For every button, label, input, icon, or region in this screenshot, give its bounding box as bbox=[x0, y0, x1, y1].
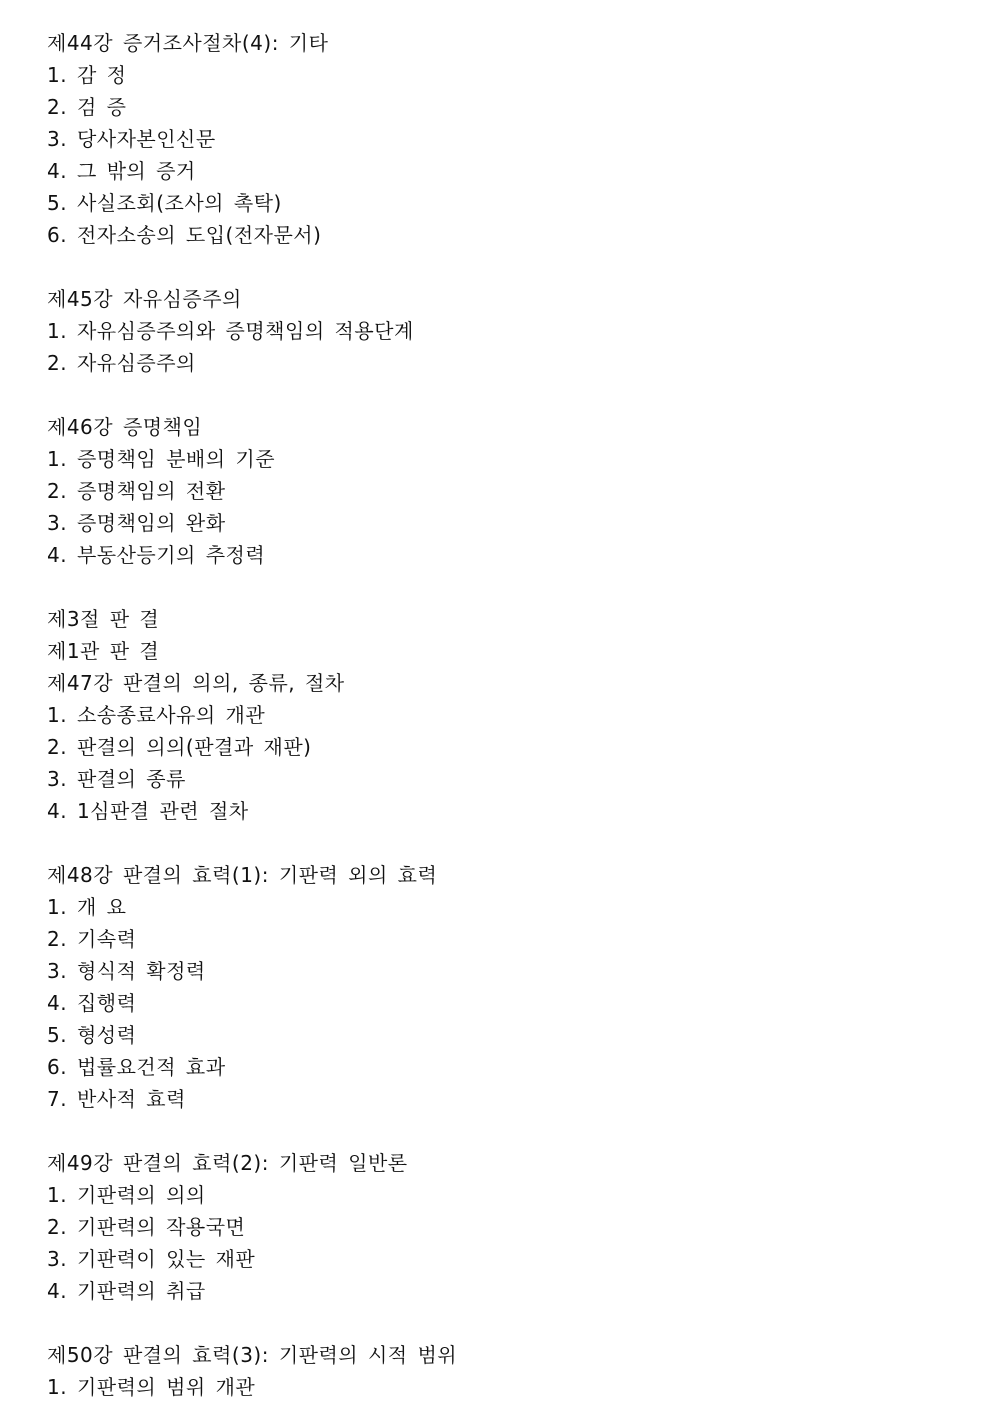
blank-line bbox=[47, 827, 972, 859]
section-heading: 제46강 증명책임 bbox=[47, 415, 203, 439]
list-item: 3. 형식적 확정력 bbox=[47, 959, 206, 983]
list-item: 5. 형성력 bbox=[47, 1023, 137, 1047]
blank-line bbox=[47, 379, 972, 411]
list-item: 2. 자유심증주의 bbox=[47, 351, 196, 375]
blank-line bbox=[47, 1115, 972, 1147]
list-item: 3. 당사자본인신문 bbox=[47, 127, 216, 151]
section-heading: 제44강 증거조사절차(4): 기타 bbox=[47, 31, 329, 55]
list-item: 1. 감 정 bbox=[47, 63, 127, 87]
list-item: 1. 소송종료사유의 개관 bbox=[47, 703, 266, 727]
list-item: 5. 사실조회(조사의 촉탁) bbox=[47, 191, 282, 215]
list-item: 2. 기속력 bbox=[47, 927, 137, 951]
section-heading: 제49강 판결의 효력(2): 기판력 일반론 bbox=[47, 1151, 408, 1175]
section-heading: 제1관 판 결 bbox=[47, 639, 160, 663]
list-item: 7. 반사적 효력 bbox=[47, 1087, 186, 1111]
list-item: 3. 증명책임의 완화 bbox=[47, 511, 226, 535]
list-item: 6. 법률요건적 효과 bbox=[47, 1055, 226, 1079]
list-item: 1. 증명책임 분배의 기준 bbox=[47, 447, 276, 471]
list-item: 4. 기판력의 취급 bbox=[47, 1279, 206, 1303]
section-heading: 제48강 판결의 효력(1): 기판력 외의 효력 bbox=[47, 863, 438, 887]
list-item: 2. 기판력의 작용국면 bbox=[47, 1215, 246, 1239]
document-body bbox=[47, 27, 972, 1403]
section-heading: 제50강 판결의 효력(3): 기판력의 시적 범위 bbox=[47, 1343, 458, 1367]
list-item: 2. 검 증 bbox=[47, 95, 127, 119]
list-item: 2. 증명책임의 전환 bbox=[47, 479, 226, 503]
list-item: 1. 기판력의 범위 개관 bbox=[47, 1375, 256, 1399]
section-heading: 제3절 판 결 bbox=[47, 607, 160, 631]
list-item: 1. 자유심증주의와 증명책임의 적용단계 bbox=[47, 319, 414, 343]
section-heading: 제45강 자유심증주의 bbox=[47, 287, 242, 311]
list-item: 1. 개 요 bbox=[47, 895, 127, 919]
list-item: 4. 부동산등기의 추정력 bbox=[47, 543, 266, 567]
list-item: 4. 그 밖의 증거 bbox=[47, 159, 196, 183]
list-item: 4. 집행력 bbox=[47, 991, 137, 1015]
section-heading: 제47강 판결의 의의, 종류, 절차 bbox=[47, 671, 345, 695]
list-item: 2. 판결의 의의(판결과 재판) bbox=[47, 735, 312, 759]
blank-line bbox=[47, 571, 972, 603]
list-item: 4. 1심판결 관련 절차 bbox=[47, 799, 249, 823]
list-item: 3. 기판력이 있는 재판 bbox=[47, 1247, 256, 1271]
list-item: 1. 기판력의 의의 bbox=[47, 1183, 206, 1207]
blank-line bbox=[47, 251, 972, 283]
list-item: 6. 전자소송의 도입(전자문서) bbox=[47, 223, 322, 247]
blank-line bbox=[47, 1307, 972, 1339]
list-item: 3. 판결의 종류 bbox=[47, 767, 186, 791]
